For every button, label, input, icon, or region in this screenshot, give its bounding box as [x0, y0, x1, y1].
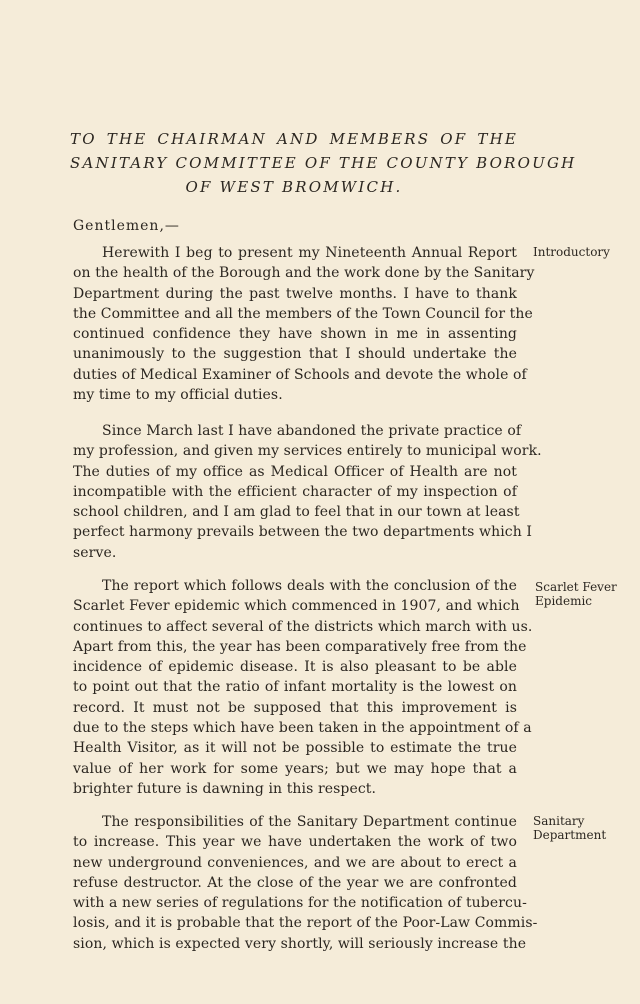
paragraph-line: with a new series of regulations for the notification of tubercu-	[73, 895, 527, 912]
paragraph-introductory	[73, 243, 535, 405]
title-line: OF WEST BROMWICH.	[185, 178, 403, 196]
paragraph-line: sion, which is expected very shortly, will seriously increase the	[73, 935, 527, 952]
paragraph-scarlet-fever	[73, 576, 533, 799]
paragraph-private-practice	[73, 421, 542, 563]
paragraph-line: Since March last I have abandoned the private practice of	[102, 423, 522, 439]
paragraph-line: to point out that the ratio of infant mortality is the lowest on	[73, 679, 517, 696]
paragraph-line: duties of Medical Examiner of Schools and devote the whole of	[73, 366, 527, 383]
paragraph-line: Herewith I beg to present my Nineteenth Annual Report	[102, 245, 517, 261]
paragraph-line: my profession, and given my services entirely to municipal work.	[73, 443, 542, 460]
paragraph-line: Apart from this, the year has been comparatively free from the	[73, 638, 527, 655]
margin-note-line: Introductory	[533, 245, 610, 259]
title-line: TO THE CHAIRMAN AND MEMBERS OF THE	[70, 130, 518, 148]
margin-note-line: Scarlet Fever	[535, 580, 617, 594]
margin-note-introductory	[533, 245, 628, 259]
page-title	[70, 127, 577, 199]
paragraph-line: school children, and I am glad to feel that in our town at least	[73, 504, 520, 521]
margin-note-line: Sanitary	[533, 814, 585, 828]
paragraph-line: The report which follows deals with the conclusion of the	[102, 578, 517, 594]
margin-note-line: Epidemic	[535, 594, 592, 608]
paragraph-line: to increase. This year we have undertaken the work of two	[73, 834, 517, 851]
paragraph-line: due to the steps which have been taken in the appointment of a	[73, 720, 532, 737]
paragraph-line: losis, and it is probable that the report of the Poor-Law Commis-	[73, 915, 538, 932]
paragraph-line: continued confidence they have shown in me in assenting	[73, 326, 517, 343]
paragraph-sanitary-department	[73, 812, 538, 954]
paragraph-line: the Committee and all the members of the Town Council for the	[73, 305, 533, 322]
salutation: Gentlemen,—	[73, 218, 180, 234]
paragraph-line: The responsibilities of the Sanitary Department continue	[102, 814, 517, 830]
paragraph-line: perfect harmony prevails between the two departments which I	[73, 524, 533, 541]
paragraph-line: incidence of epidemic disease. It is also pleasant to be able	[73, 659, 517, 676]
paragraph-line: The duties of my office as Medical Officer of Health are not	[73, 463, 517, 480]
paragraph-line: Scarlet Fever epidemic which commenced in 1907, and which	[73, 598, 520, 615]
paragraph-line: Department during the past twelve months. I have to thank	[73, 285, 517, 302]
margin-note-sanitary-department	[533, 814, 628, 842]
paragraph-line: on the health of the Borough and the work done by the Sanitary	[73, 265, 535, 282]
paragraph-line: unanimously to the suggestion that I should undertake the	[73, 346, 517, 363]
paragraph-line: refuse destructor. At the close of the year we are confronted	[73, 874, 517, 891]
paragraph-line: new underground conveniences, and we are about to erect a	[73, 854, 517, 871]
margin-note-scarlet-fever	[535, 580, 630, 608]
paragraph-line: brighter future is dawning in this respect.	[73, 780, 377, 797]
paragraph-line: continues to affect several of the districts which march with us.	[73, 618, 533, 635]
title-line: SANITARY COMMITTEE OF THE COUNTY BOROUGH	[70, 154, 577, 172]
paragraph-line: serve.	[73, 544, 117, 561]
paragraph-line: Health Visitor, as it will not be possible to estimate the true	[73, 740, 517, 757]
margin-note-line: Department	[533, 828, 607, 842]
paragraph-line: incompatible with the efficient character of my inspection of	[73, 483, 517, 500]
paragraph-line: my time to my official duties.	[73, 387, 283, 404]
paragraph-line: record. It must not be supposed that this improvement is	[73, 699, 517, 716]
paragraph-line: value of her work for some years; but we may hope that a	[73, 760, 517, 777]
